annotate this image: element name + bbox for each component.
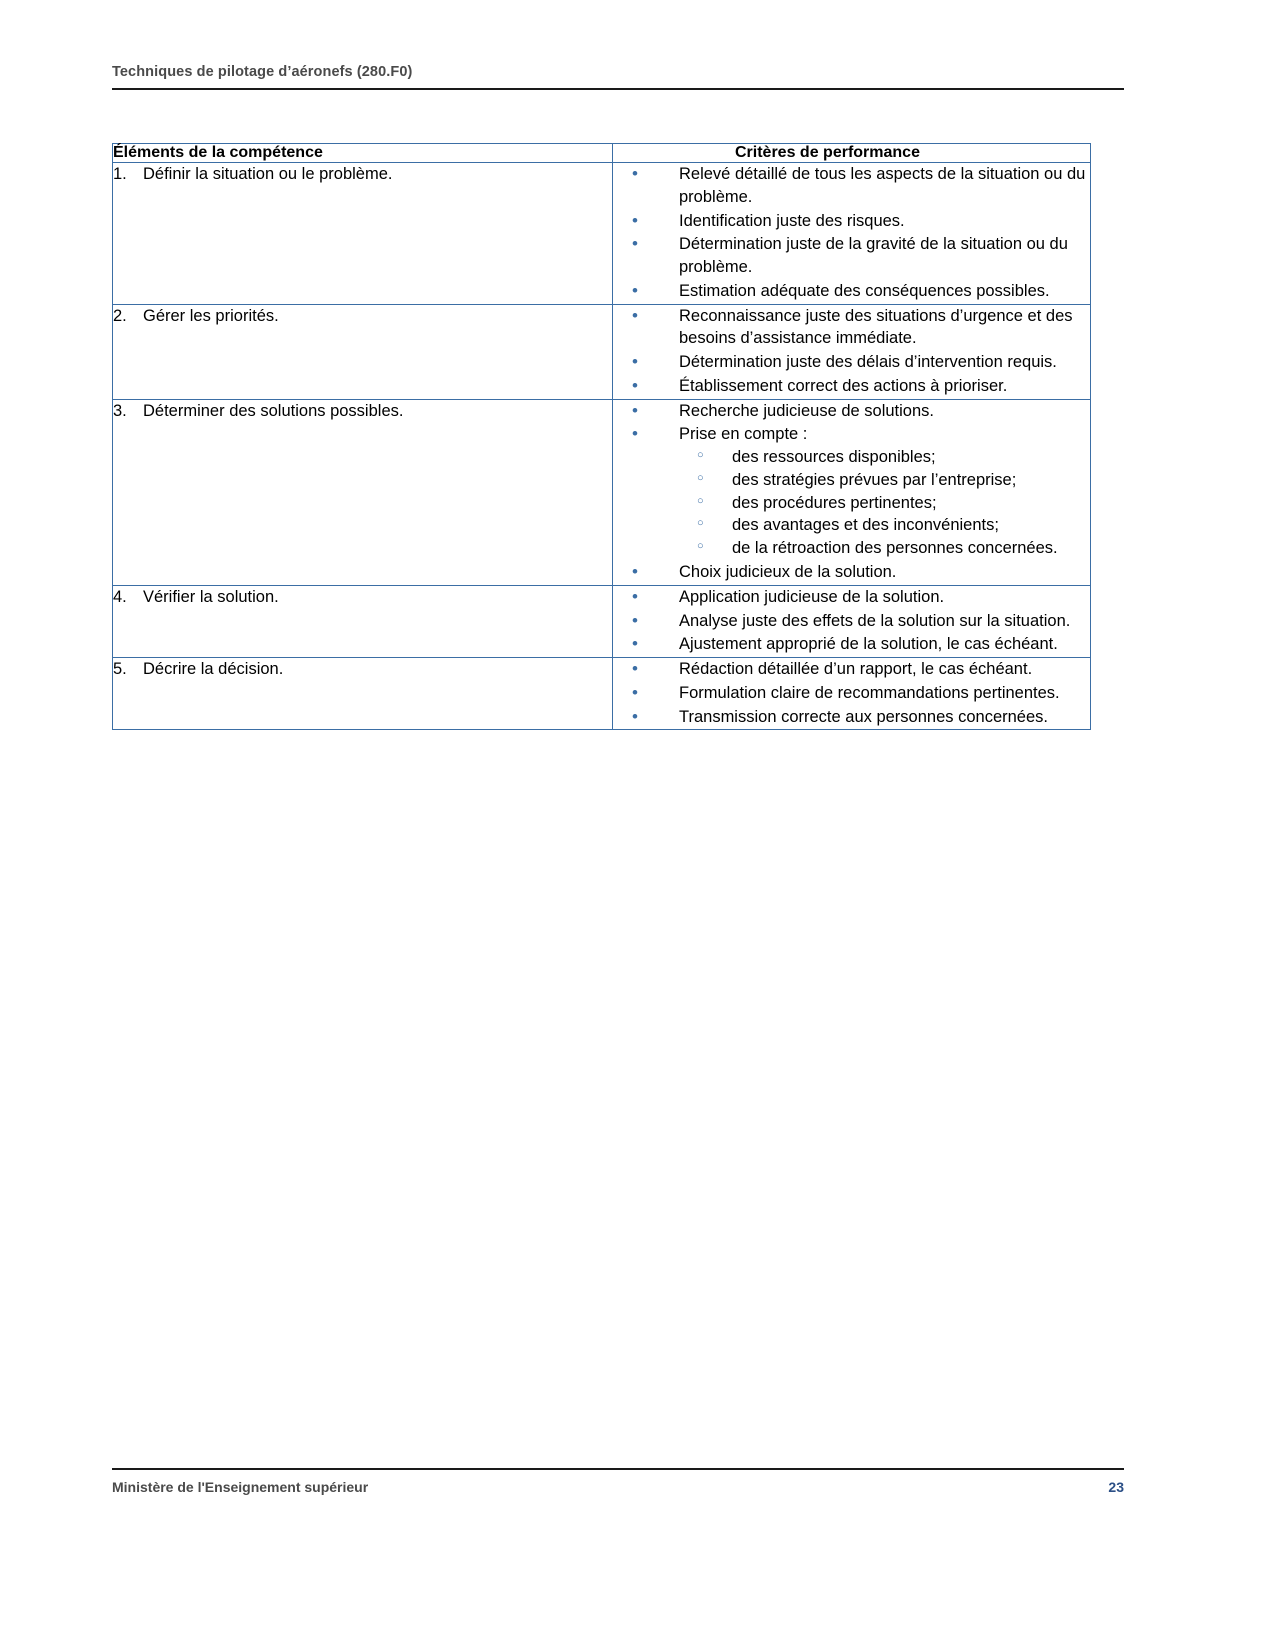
table-header	[113, 144, 1091, 163]
criteria-item: • Établissement correct des actions à prioriser.	[613, 375, 1090, 398]
criteria-subitem: ○ des ressources disponibles;	[679, 446, 1090, 469]
table-header-row	[113, 144, 1091, 163]
criteria-item: • Application judicieuse de la solution.	[613, 586, 1090, 609]
footer-organization: Ministère de l'Enseignement supérieur	[112, 1479, 369, 1495]
criteria-item: • Choix judicieux de la solution.	[613, 561, 1090, 584]
criteria-subitem: ○ des avantages et des inconvénients;	[679, 514, 1090, 537]
criteria-cell	[613, 163, 1091, 305]
table-row	[113, 163, 1091, 305]
criteria-sublist	[679, 446, 1090, 560]
element-cell	[113, 304, 613, 399]
criteria-item: • Ajustement approprié de la solution, le cas échéant.	[613, 633, 1090, 656]
element-text: Vérifier la solution.	[143, 587, 279, 606]
criteria-item-text: Prise en compte :	[679, 425, 808, 444]
criteria-item: • Identification juste des risques.	[613, 210, 1090, 233]
criteria-list	[613, 400, 1090, 584]
page-header	[112, 64, 1124, 90]
criteria-subitem: ○ de la rétroaction des personnes concernées.	[679, 537, 1090, 560]
criteria-item: • Relevé détaillé de tous les aspects de la situation ou du problème.	[613, 163, 1090, 209]
criteria-item: • Formulation claire de recommandations pertinentes.	[613, 682, 1090, 705]
criteria-cell	[613, 304, 1091, 399]
element-number: 4.	[113, 587, 127, 606]
element-text: Décrire la décision.	[143, 660, 284, 679]
element-number: 3.	[113, 401, 127, 420]
criteria-item: • Reconnaissance juste des situations d’urgence et des besoins d’assistance immédiate.	[613, 305, 1090, 351]
competency-table	[112, 143, 1091, 730]
table-row	[113, 585, 1091, 657]
page-footer	[112, 1468, 1124, 1495]
element-text: Gérer les priorités.	[143, 306, 279, 325]
criteria-item: • Détermination juste des délais d’intervention requis.	[613, 351, 1090, 374]
page-number: 23	[1108, 1479, 1124, 1495]
competency-table-container	[112, 143, 1090, 730]
criteria-list	[613, 586, 1090, 656]
criteria-item: • Transmission correcte aux personnes concernées.	[613, 706, 1090, 729]
criteria-cell	[613, 585, 1091, 657]
criteria-cell	[613, 399, 1091, 585]
element-number: 1.	[113, 165, 127, 183]
criteria-list	[613, 305, 1090, 398]
element-number: 5.	[113, 660, 127, 679]
element-cell	[113, 163, 613, 305]
criteria-item	[613, 423, 1090, 560]
table-row	[113, 399, 1091, 585]
column-header-elements: Éléments de la compétence	[113, 144, 613, 163]
header-title: Techniques de pilotage d’aéronefs (280.F0)	[112, 64, 413, 80]
criteria-list	[613, 163, 1090, 303]
header-divider	[112, 88, 1124, 90]
table-row	[113, 658, 1091, 730]
element-text: Déterminer des solutions possibles.	[143, 401, 404, 420]
table-row	[113, 304, 1091, 399]
column-header-criteria: Critères de performance	[613, 144, 1091, 163]
criteria-item: • Détermination juste de la gravité de la situation ou du problème.	[613, 233, 1090, 279]
criteria-item: • Rédaction détaillée d’un rapport, le cas échéant.	[613, 658, 1090, 681]
criteria-subitem: ○ des procédures pertinentes;	[679, 492, 1090, 515]
element-cell	[113, 399, 613, 585]
criteria-item: • Estimation adéquate des conséquences possibles.	[613, 280, 1090, 303]
table-body	[113, 163, 1091, 730]
criteria-item: • Recherche judicieuse de solutions.	[613, 400, 1090, 423]
criteria-item: • Analyse juste des effets de la solution sur la situation.	[613, 610, 1090, 633]
criteria-subitem: ○ des stratégies prévues par l’entreprise;	[679, 469, 1090, 492]
element-text: Définir la situation ou le problème.	[143, 165, 393, 183]
element-cell	[113, 585, 613, 657]
criteria-list	[613, 658, 1090, 728]
element-number: 2.	[113, 306, 127, 325]
element-cell	[113, 658, 613, 730]
criteria-cell	[613, 658, 1091, 730]
